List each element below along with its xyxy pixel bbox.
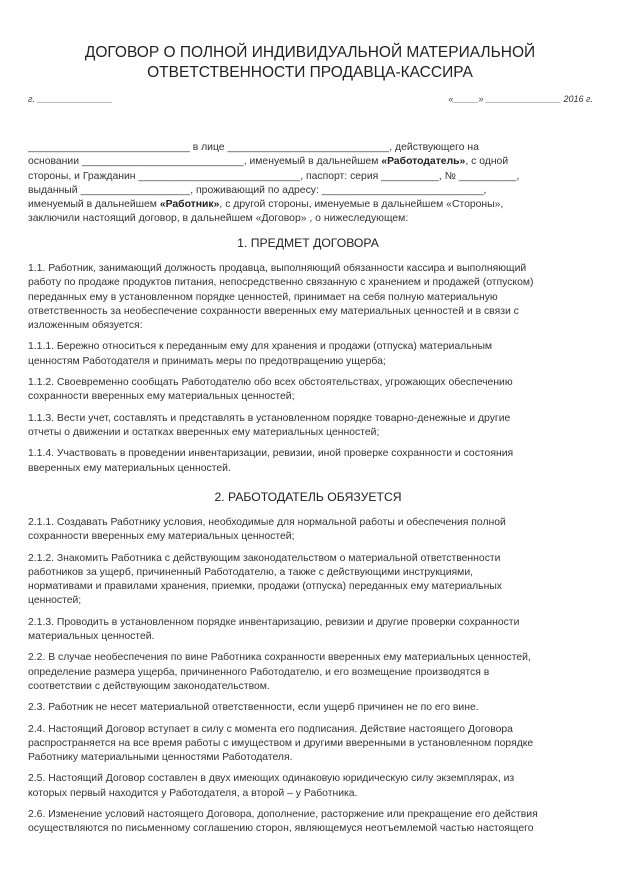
clause-line: распространяется на все время работы с имуществом и другими вверенными в установленном порядке — [28, 737, 534, 749]
clause-paragraph — [28, 552, 588, 609]
clause-line: осуществляются по письменному соглашению сторон, являющемуся неотъемлемой частью настоящего — [28, 823, 534, 835]
parties-line: ____________________________ в лице ____________________________, действующего на — [28, 142, 479, 153]
section-heading: 1. ПРЕДМЕТ ДОГОВОРА — [237, 236, 379, 250]
clause-line: нормативами и правилами хранения, приемки, продажи (отпуска) переданных ему материальных — [28, 581, 503, 593]
clause-line: работников за ущерб, причиненный Работодателю, а также с действующими инструкциями, — [28, 566, 474, 578]
date-line — [28, 94, 593, 104]
clause-line: 1.1. Работник, занимающий должность продавца, выполняющий обязанности кассира и выполняющий — [28, 263, 527, 274]
clause-line: которых первый находится у Работодателя, а второй – у Работника. — [28, 787, 358, 799]
document-title — [0, 43, 620, 83]
clause-paragraph — [28, 412, 588, 441]
clause-line: отчеты о движении и остатках вверенных ему материальных ценностей; — [28, 426, 380, 438]
parties-line — [28, 155, 588, 169]
clause-paragraph — [28, 262, 588, 333]
clause-line: 2.5. Настоящий Договор составлен в двух имеющих одинаковую юридическую силу экземплярах, из — [28, 773, 515, 785]
clause-line: 1.1.3. Вести учет, составлять и представлять в установленном порядке товарно-денежные и другие — [28, 412, 511, 424]
title-line-1: ДОГОВОР О ПОЛНОЙ ИНДИВИДУАЛЬНОЙ МАТЕРИАЛЬНОЙ — [84, 44, 536, 61]
parties-line: заключили настоящий договор, в дальнейшем «Договор» , о нижеследующем: — [28, 213, 409, 225]
clause-line: ценностям Работодателя и принимать меры по предотвращению ущерба; — [28, 355, 386, 367]
clause-line: 2.2. В случае необеспечения по вине Работника сохранности вверенных ему материальных ценностей, — [28, 652, 531, 664]
clause-line: материальных ценностей. — [28, 631, 155, 643]
section-employer-obligations — [28, 489, 588, 844]
clause-line: сохранности вверенных ему материальных ценностей; — [28, 391, 295, 403]
clause-paragraph — [28, 701, 588, 715]
title-line-2: ОТВЕТСТВЕННОСТИ ПРОДАВЦА-КАССИРА — [147, 64, 473, 81]
employer-term: «Работодатель» — [381, 156, 466, 168]
parties-line: выданный ___________________, проживающий по адресу: ____________________________, — [28, 184, 487, 196]
text: основании ____________________________, именуемый в дальнейшем — [28, 156, 382, 168]
text: именуемый в дальнейшем — [28, 199, 160, 211]
date-field: «_____» _______________ 2016 г. — [448, 94, 593, 104]
clause-paragraph — [28, 808, 588, 837]
clause-line: 2.3. Работник не несет материальной ответственности, если ущерб причинен не по его вине. — [28, 702, 479, 714]
clause-paragraph — [28, 772, 588, 801]
clause-line: 2.1.1. Создавать Работнику условия, необходимые для нормальной работы и обеспечения полной — [28, 517, 506, 528]
clause-line: определение размера ущерба, причиненного Работодателю, и его возмещение производятся в — [28, 666, 490, 678]
clause-line: сохранности вверенных ему материальных ценностей; — [28, 531, 295, 543]
clause-line: 2.6. Изменение условий настоящего Договора, дополнение, расторжение или прекращение его действия — [28, 809, 538, 821]
city-field: г. _______________ — [28, 94, 113, 104]
clause-line: ценностей; — [28, 595, 82, 607]
parties-paragraph — [28, 141, 588, 227]
clause-line: 2.1.3. Проводить в установленном порядке инвентаризацию, ревизии и другие проверки сохранности — [28, 616, 520, 628]
text: , с другой стороны, именуемые в дальнейшем «Стороны», — [219, 199, 504, 211]
clause-paragraph — [28, 340, 588, 369]
clause-line: работу по продаже продуктов питания, непосредственно связанную с хранением и продажей (отпуском) — [28, 277, 534, 289]
clause-line: 1.1.1. Бережно относиться к переданным ему для хранения и продажи (отпуска) материальным — [28, 341, 493, 353]
clause-line: вверенных ему материальных ценностей. — [28, 462, 231, 474]
clause-paragraph — [28, 616, 588, 645]
parties-line — [28, 198, 588, 212]
clause-line: соответствии с действующим законодательством. — [28, 680, 270, 692]
section-heading: 2. РАБОТОДАТЕЛЬ ОБЯЗУЕТСЯ — [214, 490, 402, 504]
clause-line: ответственность за необеспечение сохранности вверенных ему материальных ценностей и в связи с — [28, 305, 519, 317]
clause-paragraph — [28, 651, 588, 694]
clause-paragraph — [28, 447, 588, 476]
clause-line: изложенным обязуется: — [28, 320, 143, 332]
text: , с одной — [465, 156, 509, 168]
clause-paragraph — [28, 376, 588, 405]
clause-paragraph — [28, 723, 588, 766]
clause-line: переданных ему в установленном порядке ценностей, принимает на себя полную материальную — [28, 291, 498, 303]
clause-line: 1.1.2. Своевременно сообщать Работодателю обо всех обстоятельствах, угрожающих обеспечению — [28, 377, 513, 389]
clause-paragraph — [28, 516, 588, 545]
clause-line: 1.1.4. Участвовать в проведении инвентаризации, ревизии, иной проверке сохранности и состояния — [28, 448, 514, 460]
clause-line: 2.4. Настоящий Договор вступает в силу с момента его подписания. Действие настоящего Договора — [28, 723, 513, 735]
employee-term: «Работник» — [159, 199, 220, 211]
clause-line: 2.1.2. Знакомить Работника с действующим законодательством о материальной ответственности — [28, 552, 501, 564]
section-subject — [28, 235, 588, 483]
clause-line: Работнику материальными ценностями Работодателя. — [28, 752, 293, 764]
parties-line: стороны, и Гражданин ____________________________, паспорт: серия __________, № __________, — [28, 170, 520, 182]
